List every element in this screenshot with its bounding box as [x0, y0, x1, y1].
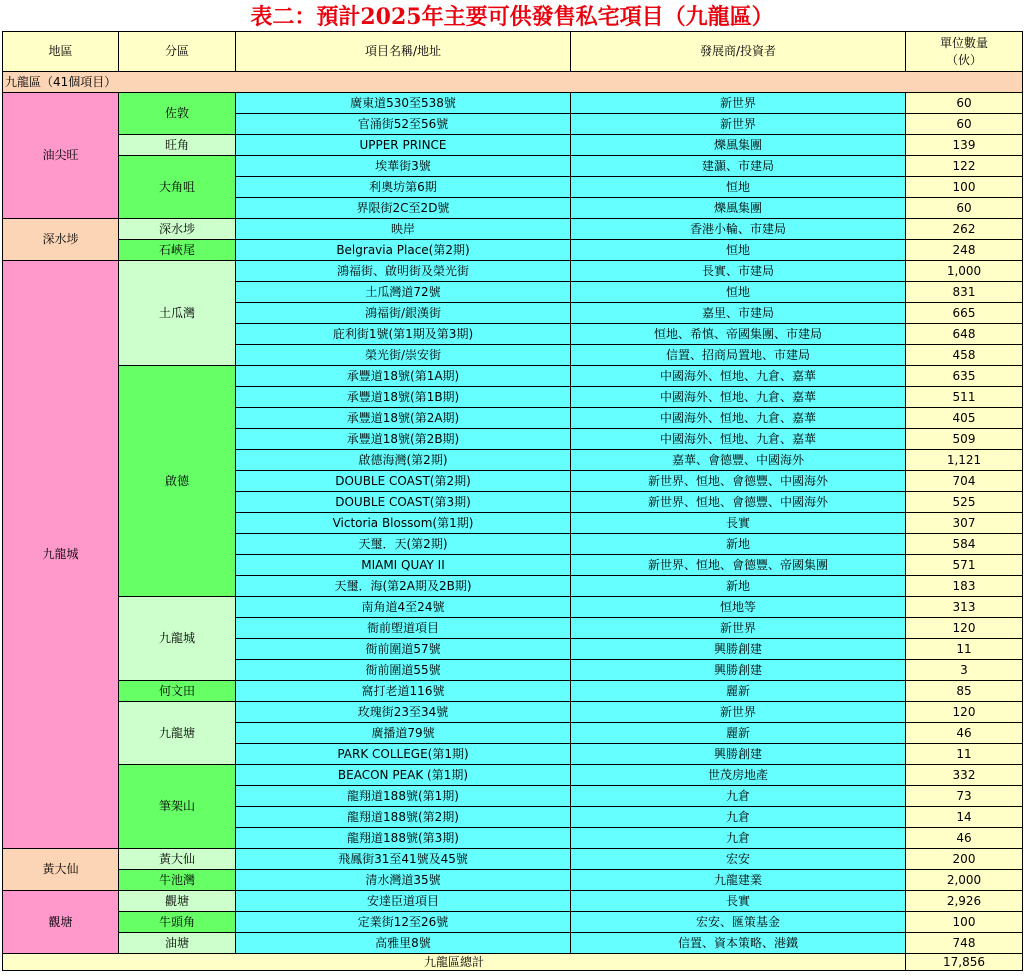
units-cell: 831	[906, 282, 1023, 303]
subdistrict-cell: 深水埗	[119, 219, 236, 240]
table-row	[3, 240, 1023, 261]
project-cell: PARK COLLEGE(第1期)	[236, 744, 571, 765]
developer-cell: 新世界	[571, 114, 906, 135]
district-cell: 九龍城	[3, 261, 119, 849]
table-row	[3, 261, 1023, 282]
units-cell: 122	[906, 156, 1023, 177]
developer-cell: 新世界、恒地、會德豐、帝國集團	[571, 555, 906, 576]
subdistrict-cell: 土瓜灣	[119, 261, 236, 366]
project-cell: 衙前塱道項目	[236, 618, 571, 639]
developer-cell: 恒地、希慎、帝國集團、市建局	[571, 324, 906, 345]
table-row	[3, 765, 1023, 786]
section-label: 九龍區（41個項目）	[3, 72, 1023, 93]
project-cell: 廣東道530至538號	[236, 93, 571, 114]
units-cell: 571	[906, 555, 1023, 576]
project-cell: 庇利街1號(第1期及第3期)	[236, 324, 571, 345]
project-cell: 埃華街3號	[236, 156, 571, 177]
developer-cell: 興勝創建	[571, 744, 906, 765]
units-cell: 635	[906, 366, 1023, 387]
developer-cell: 恒地等	[571, 597, 906, 618]
units-cell: 183	[906, 576, 1023, 597]
project-cell: 衙前圍道55號	[236, 660, 571, 681]
developer-cell: 恒地	[571, 177, 906, 198]
project-cell: 界限街2C至2D號	[236, 198, 571, 219]
table-row	[3, 912, 1023, 933]
developer-cell: 九倉	[571, 786, 906, 807]
units-cell: 405	[906, 408, 1023, 429]
project-cell: 天璽．天(第2期)	[236, 534, 571, 555]
property-table	[2, 31, 1023, 971]
header-developer: 發展商/投資者	[571, 32, 906, 72]
header-district: 地區	[3, 32, 119, 72]
units-cell: 85	[906, 681, 1023, 702]
project-cell: Victoria Blossom(第1期)	[236, 513, 571, 534]
project-cell: 官涌街52至56號	[236, 114, 571, 135]
developer-cell: 九倉	[571, 828, 906, 849]
units-cell: 665	[906, 303, 1023, 324]
subdistrict-cell: 牛頭角	[119, 912, 236, 933]
subdistrict-cell: 大角咀	[119, 156, 236, 219]
district-cell: 黃大仙	[3, 849, 119, 891]
project-cell: 鴻福街/銀漢街	[236, 303, 571, 324]
project-cell: UPPER PRINCE	[236, 135, 571, 156]
developer-cell: 九龍建業	[571, 870, 906, 891]
units-cell: 307	[906, 513, 1023, 534]
units-cell: 511	[906, 387, 1023, 408]
units-cell: 748	[906, 933, 1023, 954]
total-label: 九龍區總計	[3, 954, 906, 971]
units-cell: 60	[906, 114, 1023, 135]
developer-cell: 信置、招商局置地、市建局	[571, 345, 906, 366]
developer-cell: 中國海外、恒地、九倉、嘉華	[571, 429, 906, 450]
developer-cell: 長實	[571, 513, 906, 534]
units-cell: 100	[906, 177, 1023, 198]
developer-cell: 新世界、恒地、會德豐、中國海外	[571, 471, 906, 492]
developer-cell: 中國海外、恒地、九倉、嘉華	[571, 408, 906, 429]
subdistrict-cell: 觀塘	[119, 891, 236, 912]
units-cell: 3	[906, 660, 1023, 681]
units-cell: 46	[906, 723, 1023, 744]
project-cell: 廣播道79號	[236, 723, 571, 744]
developer-cell: 嘉華、會德豐、中國海外	[571, 450, 906, 471]
units-cell: 14	[906, 807, 1023, 828]
developer-cell: 嘉里、市建局	[571, 303, 906, 324]
subdistrict-cell: 九龍塘	[119, 702, 236, 765]
project-cell: DOUBLE COAST(第2期)	[236, 471, 571, 492]
units-cell: 332	[906, 765, 1023, 786]
subdistrict-cell: 筆架山	[119, 765, 236, 849]
project-cell: MIAMI QUAY II	[236, 555, 571, 576]
developer-cell: 中國海外、恒地、九倉、嘉華	[571, 387, 906, 408]
developer-cell: 宏安、匯策基金	[571, 912, 906, 933]
developer-cell: 恒地	[571, 282, 906, 303]
units-cell: 73	[906, 786, 1023, 807]
project-cell: 衙前圍道57號	[236, 639, 571, 660]
district-cell: 觀塘	[3, 891, 119, 954]
table-body	[3, 32, 1023, 971]
developer-cell: 宏安	[571, 849, 906, 870]
subdistrict-cell: 佐敦	[119, 93, 236, 135]
developer-cell: 爍風集團	[571, 198, 906, 219]
subdistrict-cell: 黃大仙	[119, 849, 236, 870]
units-cell: 120	[906, 702, 1023, 723]
project-cell: 承豐道18號(第1B期)	[236, 387, 571, 408]
units-cell: 2,926	[906, 891, 1023, 912]
project-cell: 飛鳳街31至41號及45號	[236, 849, 571, 870]
subdistrict-cell: 何文田	[119, 681, 236, 702]
table-row	[3, 702, 1023, 723]
developer-cell: 香港小輪、市建局	[571, 219, 906, 240]
units-cell: 1,121	[906, 450, 1023, 471]
project-cell: 啟德海灣(第2期)	[236, 450, 571, 471]
units-cell: 60	[906, 93, 1023, 114]
table-row	[3, 597, 1023, 618]
developer-cell: 恒地	[571, 240, 906, 261]
header-row	[3, 32, 1023, 72]
units-cell: 60	[906, 198, 1023, 219]
district-cell: 油尖旺	[3, 93, 119, 219]
total-row	[3, 954, 1023, 971]
project-cell: 南角道4至24號	[236, 597, 571, 618]
developer-cell: 爍風集團	[571, 135, 906, 156]
table-row	[3, 219, 1023, 240]
developer-cell: 興勝創建	[571, 660, 906, 681]
total-units: 17,856	[906, 954, 1023, 971]
project-cell: 窩打老道116號	[236, 681, 571, 702]
table-row	[3, 849, 1023, 870]
project-cell: 清水灣道35號	[236, 870, 571, 891]
subdistrict-cell: 啟德	[119, 366, 236, 597]
subdistrict-cell: 旺角	[119, 135, 236, 156]
project-cell: 利奧坊第6期	[236, 177, 571, 198]
units-cell: 11	[906, 744, 1023, 765]
section-row	[3, 72, 1023, 93]
developer-cell: 新世界	[571, 618, 906, 639]
project-cell: 安達臣道項目	[236, 891, 571, 912]
units-cell: 525	[906, 492, 1023, 513]
developer-cell: 九倉	[571, 807, 906, 828]
project-cell: 榮光街/崇安街	[236, 345, 571, 366]
units-cell: 2,000	[906, 870, 1023, 891]
units-cell: 704	[906, 471, 1023, 492]
project-cell: 鴻福街、啟明街及榮光街	[236, 261, 571, 282]
project-cell: 龍翔道188號(第3期)	[236, 828, 571, 849]
developer-cell: 世茂房地產	[571, 765, 906, 786]
units-cell: 120	[906, 618, 1023, 639]
developer-cell: 長實	[571, 891, 906, 912]
project-cell: 玫瑰街23至34號	[236, 702, 571, 723]
header-project: 項目名稱/地址	[236, 32, 571, 72]
project-cell: 承豐道18號(第2B期)	[236, 429, 571, 450]
table-row	[3, 933, 1023, 954]
subdistrict-cell: 油塘	[119, 933, 236, 954]
developer-cell: 新地	[571, 534, 906, 555]
units-cell: 139	[906, 135, 1023, 156]
header-subdistrict: 分區	[119, 32, 236, 72]
units-cell: 648	[906, 324, 1023, 345]
header-units: 單位數量 （伙）	[906, 32, 1023, 72]
developer-cell: 新世界、恒地、會德豐、中國海外	[571, 492, 906, 513]
units-cell: 458	[906, 345, 1023, 366]
developer-cell: 中國海外、恒地、九倉、嘉華	[571, 366, 906, 387]
project-cell: 土瓜灣道72號	[236, 282, 571, 303]
table-row	[3, 681, 1023, 702]
units-cell: 248	[906, 240, 1023, 261]
units-cell: 1,000	[906, 261, 1023, 282]
developer-cell: 新世界	[571, 702, 906, 723]
developer-cell: 麗新	[571, 723, 906, 744]
developer-cell: 新地	[571, 576, 906, 597]
units-cell: 11	[906, 639, 1023, 660]
developer-cell: 新世界	[571, 93, 906, 114]
developer-cell: 興勝創建	[571, 639, 906, 660]
units-cell: 584	[906, 534, 1023, 555]
units-cell: 200	[906, 849, 1023, 870]
table-row	[3, 135, 1023, 156]
project-cell: 龍翔道188號(第2期)	[236, 807, 571, 828]
table-row	[3, 93, 1023, 114]
table-row	[3, 891, 1023, 912]
table-row	[3, 870, 1023, 891]
subdistrict-cell: 九龍城	[119, 597, 236, 681]
units-cell: 100	[906, 912, 1023, 933]
project-cell: 高雅里8號	[236, 933, 571, 954]
project-cell: 定業街12至26號	[236, 912, 571, 933]
project-cell: 龍翔道188號(第1期)	[236, 786, 571, 807]
table-row	[3, 156, 1023, 177]
project-cell: 映岸	[236, 219, 571, 240]
project-cell: DOUBLE COAST(第3期)	[236, 492, 571, 513]
project-cell: Belgravia Place(第2期)	[236, 240, 571, 261]
units-cell: 313	[906, 597, 1023, 618]
developer-cell: 建灝、市建局	[571, 156, 906, 177]
units-cell: 262	[906, 219, 1023, 240]
subdistrict-cell: 石峽尾	[119, 240, 236, 261]
developer-cell: 長實、市建局	[571, 261, 906, 282]
table-row	[3, 366, 1023, 387]
table-title: 表二：預計2025年主要可供發售私宅項目（九龍區）	[250, 4, 774, 30]
district-cell: 深水埗	[3, 219, 119, 261]
developer-cell: 信置、資本策略、港鐵	[571, 933, 906, 954]
project-cell: 天璽．海(第2A期及2B期)	[236, 576, 571, 597]
units-cell: 46	[906, 828, 1023, 849]
units-cell: 509	[906, 429, 1023, 450]
developer-cell: 麗新	[571, 681, 906, 702]
project-cell: 承豐道18號(第1A期)	[236, 366, 571, 387]
project-cell: 承豐道18號(第2A期)	[236, 408, 571, 429]
project-cell: BEACON PEAK (第1期)	[236, 765, 571, 786]
subdistrict-cell: 牛池灣	[119, 870, 236, 891]
